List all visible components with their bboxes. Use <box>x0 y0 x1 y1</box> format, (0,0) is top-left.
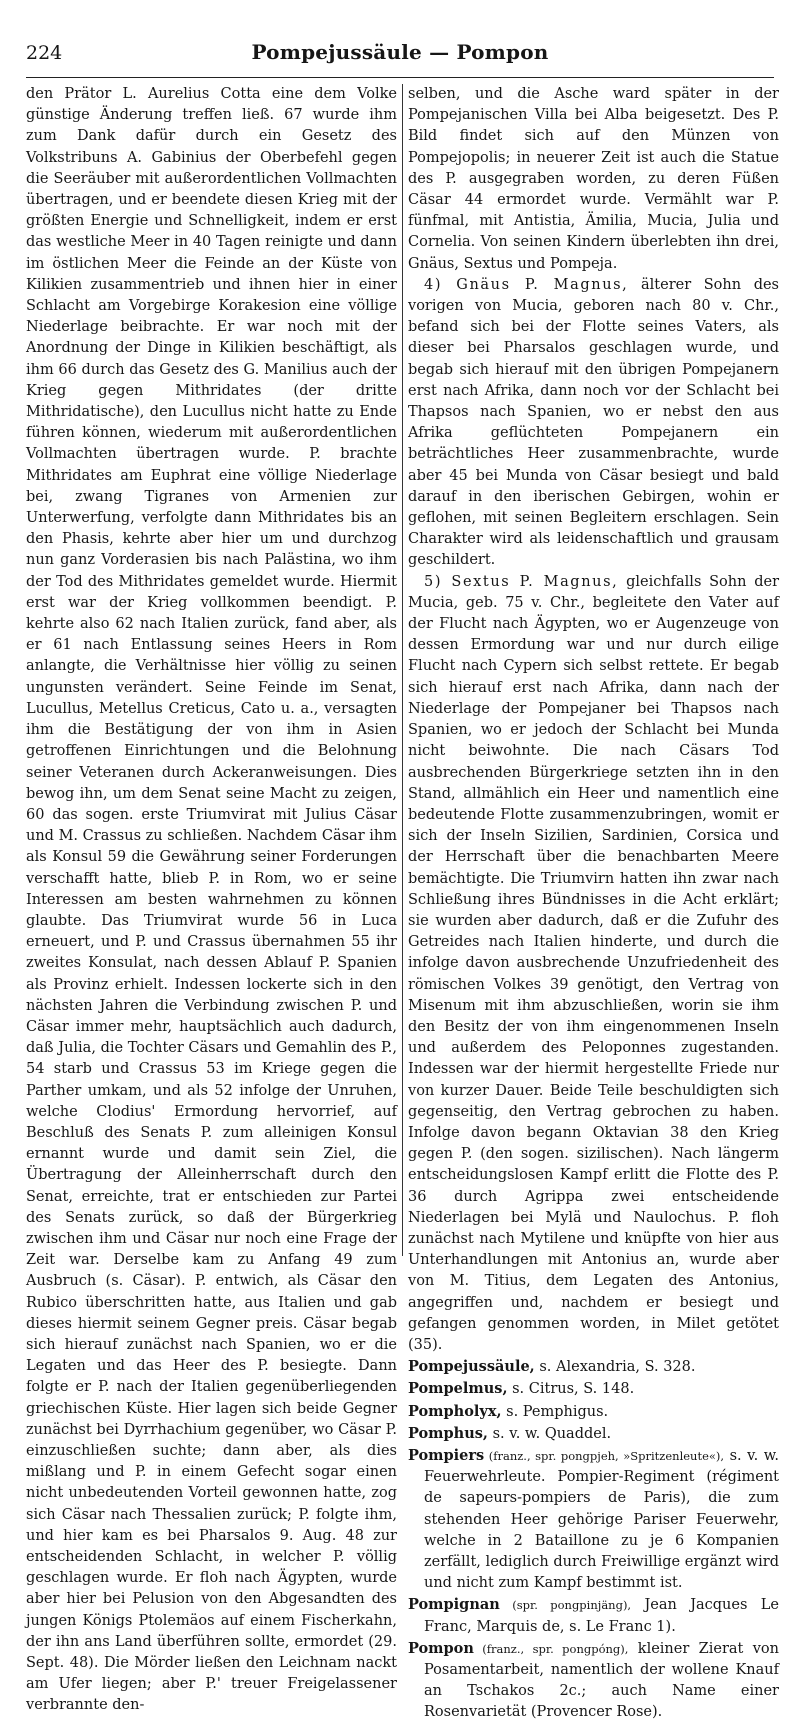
pronunciation: (spr. pongpinjäng), <box>499 1598 632 1613</box>
column-divider <box>402 84 403 1256</box>
entry-headword: Pompelmus, <box>408 1380 508 1398</box>
entry-text: s. Pemphigus. <box>501 1403 609 1420</box>
entry-text: kleiner Zierat von Posamentarbeit, namentlich der wollene Knauf an Tschakos 2c.; auch Name einer Rosenvarietät (Provencer Rose). <box>424 1640 779 1721</box>
pronunciation: (franz., spr. pongpjeh, »Spritzenleute«), <box>484 1449 725 1463</box>
entry-text: s. v. w. Quaddel. <box>487 1425 612 1442</box>
entry <box>408 1445 779 1594</box>
entry-headword: Pompejussäule, <box>408 1358 535 1376</box>
paragraph <box>408 572 779 1357</box>
entry-headword: Pompignan <box>408 1596 500 1614</box>
running-title: Pompejussäule — Pompon <box>251 40 549 64</box>
pronunciation: (franz., spr. pongpóng), <box>473 1641 629 1656</box>
entry <box>408 1401 779 1423</box>
page-number: 224 <box>26 42 63 64</box>
entry-headword: Pomphus, <box>408 1424 488 1442</box>
entry-headword: Pompiers <box>408 1447 485 1464</box>
subentry-text: gleichfalls Sohn der Mucia, geb. 75 v. Chr., begleitete den Vater auf der Flucht nach Ägypten, wo er Augenzeuge von dessen Ermordung war und nur durch eilige Flucht nach Cypern sich selbst rettete. Er begab sich hierauf erst nach Afrika, dann nach der Niederlage der Pompejaner bei Thapsos nach Spanien, wo er jedoch der Schlacht bei Munda nicht beiwohnte. Die nach Cäsars Tod ausbrechenden Bürgerkriege setzten ihn in den Stand, allmählich ein Heer und namentlich eine bedeutende Flotte zusammenzubringen, womit er sich der Inseln Sizilien, Sardinien, Corsica und der Herrschaft über die benachbarten Meere bemächtigte. Die Triumvirn hatten ihn zwar nach Schließung ihres Bündnisses in die Acht erklärt; sie wurden aber dadurch, daß er die Zufuhr des Getreides nach Italien hinderte, und durch die infolge davon ausbrechende Unzufriedenheit des römischen Volkes 39 genötigt, den Vertrag von Misenum mit ihm abzuschließen, worin sie ihm den Besitz der von ihm eingenommenen Inseln und außerdem des Peloponnes zugestanden. Indessen war der hiermit hergestellte Friede nur von kurzer Dauer. Beide Teile beschuldigten sich gegenseitig, den Vertrag gebrochen zu haben. Infolge davon begann Oktavian 38 den Krieg gegen P. (den sogen. sizilischen). Nach längerm entscheidungslosen Kampf erlitt die Flotte des P. 36 durch Agrippa zwei entscheidende Niederlagen bei Mylä und Naulochus. P. floh zunächst nach Mytilene und knüpfte von hier aus Unterhandlungen mit Antonius an, wurde aber von M. Titius, dem Legaten des Antonius, angegriffen und, nachdem er besiegt und gefangen genommen worden, in Milet getötet (35). <box>408 573 779 1353</box>
header-rule <box>26 77 774 78</box>
entry <box>408 1423 779 1445</box>
subentry-heading: 4) Gnäus P. Magnus, <box>424 276 629 293</box>
entry <box>408 1594 779 1637</box>
entry <box>408 1356 779 1378</box>
right-column <box>408 84 779 1721</box>
entry <box>408 1638 779 1724</box>
page-header <box>26 40 774 70</box>
entry-headword: Pompon <box>408 1639 474 1657</box>
left-column <box>26 84 397 1714</box>
paragraph <box>408 275 779 572</box>
entry-headword: Pompholyx, <box>408 1402 502 1420</box>
entry-text: s. Alexandria, S. 328. <box>534 1359 696 1376</box>
subentry-text: älterer Sohn des vorigen von Mucia, geboren nach 80 v. Chr., befand sich bei der Flotte seines Vaters, als dieser bei Pharsalos geschlagen wurde, und begab sich hierauf mit den übrigen Pompejanern erst nach Afrika, dann noch vor der Schlacht bei Thapsos nach Spanien, wo er nebst den aus Afrika geflüchteten Pompejanern ein beträchtliches Heer zusammenbrachte, wurde aber 45 bei Munda von Cäsar besiegt und bald darauf in den iberischen Gebirgen, wohin er geflohen, mit seinen Begleitern erschlagen. Sein Charakter wird als leidenschaftlich und grausam geschildert. <box>408 276 779 569</box>
entry-text: Jean Jacques Le Franc, Marquis de, s. Le Franc 1). <box>424 1597 779 1635</box>
entry-text: s. Citrus, S. 148. <box>507 1381 635 1398</box>
entry-text: s. v. w. Feuerwehrleute. Pompier-Regiment (régiment de sapeurs-pompiers de Paris), die zum stehenden Heer gehörige Pariser Feuerwehr, welche in 2 Bataillone zu je 6 Kompanien zerfällt, lediglich durch Freiwillige ergänzt wird und nicht zum Kampf bestimmt ist. <box>424 1448 779 1592</box>
subentry-heading: 5) Sextus P. Magnus, <box>424 573 619 590</box>
entry <box>408 1378 779 1400</box>
paragraph: selben, und die Asche ward später in der Pompejanischen Villa bei Alba beigesetzt. Des P. Bild findet sich auf den Münzen von Pompejopolis; in neuerer Zeit ist auch die Statue des P. ausgegraben worden, zu deren Füßen Cäsar 44 ermordet wurde. Vermählt war P. fünfmal, mit Antistia, Ämilia, Mucia, Julia und Cornelia. Von seinen Kindern überlebten ihn drei, Gnäus, Sextus und Pompeja. <box>408 86 779 272</box>
paragraph: den Prätor L. Aurelius Cotta eine dem Volke günstige Änderung treffen ließ. 67 wurde ihm zum Dank dafür durch ein Gesetz des Volkstribuns A. Gabinius der Oberbefehl gegen die Seeräuber mit außerordentlichen Vollmachten übertragen, und er beendete diesen Krieg mit der größten Energie und Schnelligkeit, indem er erst das westliche Meer in 40 Tagen reinigte und dann im östlichen Meer die Feinde an der Küste von Kilikien zusammentrieb und ihnen hier in einer Schlacht am Vorgebirge Korakesion eine völlige Niederlage beibrachte. Er war noch mit der Anordnung der Dinge in Kilikien beschäftigt, als ihm 66 durch das Gesetz des G. Manilius auch der Krieg gegen Mithridates (der dritte Mithridatische), den Lucullus nicht hatte zu Ende führen können, wiederum mit außerordentlichen Vollmachten übertragen wurde. P. brachte Mithridates am Euphrat eine völlige Niederlage bei, zwang Tigranes von Armenien zur Unterwerfung, verfolgte dann Mithridates bis an den Phasis, kehrte aber hier um und durchzog nun ganz Vorderasien bis nach Palästina, wo ihm der Tod des Mithridates gemeldet wurde. Hiermit erst war der Krieg vollkommen beendigt. P. kehrte also 62 nach Italien zurück, fand aber, als er 61 nach Entlassung seines Heers in Rom anlangte, die Verhältnisse hier völlig zu seinen ungunsten verändert. Seine Feinde im Senat, Lucullus, Metellus Creticus, Cato u. a., versagten ihm die Bestätigung der von ihm in Asien getroffenen Einrichtungen und die Belohnung seiner Veteranen durch Ackeranweisungen. Dies bewog ihn, um dem Senat seine Macht zu zeigen, 60 das sogen. erste Triumvirat mit Julius Cäsar und M. Crassus zu schließen. Nachdem Cäsar ihm als Konsul 59 die Gewährung seiner Forderungen verschafft hatte, blieb P. in Rom, wo er seine Interessen am besten wahrnehmen zu können glaubte. Das Triumvirat wurde 56 in Luca erneuert, und P. und Crassus übernahmen 55 ihr zweites Konsulat, nach dessen Ablauf P. Spanien als Provinz erhielt. Indessen lockerte sich in den nächsten Jahren die Verbindung zwischen P. und Cäsar immer mehr, hauptsächlich auch dadurch, daß Julia, die Tochter Cäsars und Gemahlin des P., 54 starb und Crassus 53 im Kriege gegen die Parther umkam, und als 52 infolge der Unruhen, welche Clodius' Ermordung hervorrief, auf Beschluß des Senats P. zum alleinigen Konsul ernannt wurde und damit sein Ziel, die Übertragung der Alleinherrschaft durch den Senat, erreichte, trat er entschieden zur Partei des Senats zurück, so daß der Bürgerkrieg zwischen ihm und Cäsar nur noch eine Frage der Zeit war. Derselbe kam zu Anfang 49 zum Ausbruch (s. Cäsar). P. entwich, als Cäsar den Rubico überschritten hatte, aus Italien und gab dieses hiermit seinem Gegner preis. Cäsar begab sich hierauf zunächst nach Spanien, wo er die Legaten und das Heer des P. besiegte. Dann folgte er P. nach der Italien gegenüberliegenden griechischen Küste. Hier lagen sich beide Gegner zunächst bei Dyrrhachium gegenüber, wo Cäsar P. einzuschließen suchte; dann aber, als dies mißlang und P. in einem Gefecht sogar einen nicht unbedeutenden Vorteil gewonnen hatte, zog sich Cäsar nach Thessalien zurück; P. folgte ihm, und hier kam es bei Pharsalos 9. Aug. 48 zur entscheidenden Schlacht, in welcher P. völlig geschlagen wurde. Er floh nach Ägypten, wurde aber hier bei Pelusion von den Abgesandten des jungen Königs Ptolemäos auf einem Fischerkahn, der ihn ans Land überführen sollte, ermordet (29. Sept. 48). Die Mörder ließen den Leichnam nackt am Ufer liegen; aber P.' treuer Freigelassener verbrannte den- <box>26 86 397 1714</box>
